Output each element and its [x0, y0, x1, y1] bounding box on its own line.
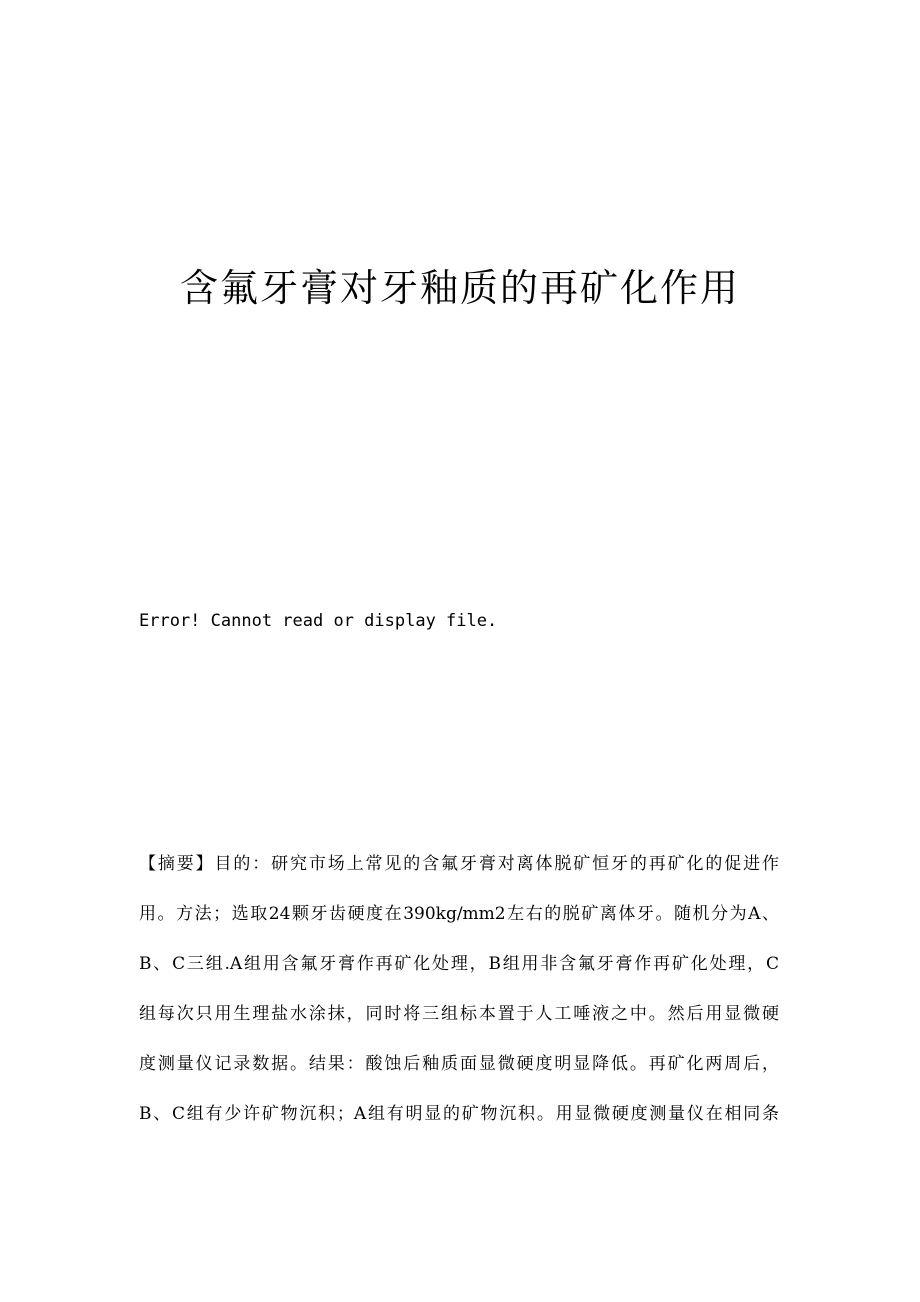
abstract-line: 用。方法；选取24颗牙齿硬度在390kg/mm2左右的脱矿离体牙。随机分为A、	[139, 904, 779, 924]
abstract-paragraph	[139, 852, 779, 1152]
abstract-line: B、C三组.A组用含氟牙膏作再矿化处理，B组用非含氟牙膏作再矿化处理，C	[139, 954, 779, 974]
abstract-line: 【摘要】目的：研究市场上常见的含氟牙膏对离体脱矿恒牙的再矿化的促进作	[139, 854, 779, 874]
abstract-line: B、C组有少许矿物沉积；A组有明显的矿物沉积。用显微硬度测量仪在相同条	[139, 1104, 779, 1124]
document-title: 含氟牙膏对牙釉质的再矿化作用	[179, 266, 740, 310]
abstract-line: 组每次只用生理盐水涂抹，同时将三组标本置于人工唾液之中。然后用显微硬	[139, 1004, 779, 1024]
image-error-message: Error! Cannot read or display file.	[139, 611, 498, 631]
abstract-line: 度测量仪记录数据。结果：酸蚀后釉质面显微硬度明显降低。再矿化两周后，	[139, 1054, 779, 1074]
